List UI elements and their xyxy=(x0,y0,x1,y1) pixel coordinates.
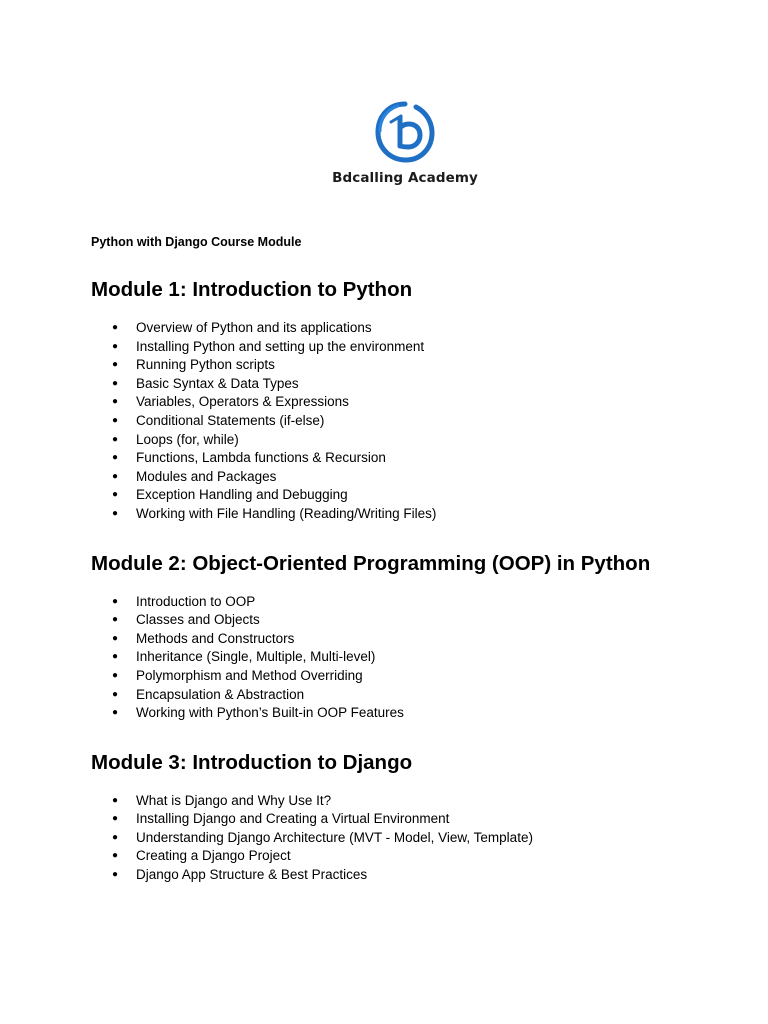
list-item: ● Working with File Handling (Reading/Writing Files) xyxy=(91,505,731,524)
bullet-icon: ● xyxy=(112,489,119,501)
bullet-icon: ● xyxy=(112,359,119,371)
bullet-icon: ● xyxy=(112,433,119,445)
bullet-icon: ● xyxy=(112,869,119,881)
bullet-icon: ● xyxy=(112,831,119,843)
bullet-icon: ● xyxy=(112,850,119,862)
module-2-title: Module 2: Object-Oriented Programming (OOP) in Python xyxy=(91,551,651,575)
list-item: ● Classes and Objects xyxy=(91,611,731,630)
bullet-icon: ● xyxy=(112,813,119,825)
document-body xyxy=(91,234,731,885)
list-item: ● Understanding Django Architecture (MVT - Model, View, Template) xyxy=(91,829,731,848)
document-title: Python with Django Course Module xyxy=(91,235,302,249)
module-3-topic-list xyxy=(91,792,731,885)
list-item: ● Working with Python’s Built-in OOP Features xyxy=(91,704,731,723)
list-item: ● Exception Handling and Debugging xyxy=(91,486,731,505)
bullet-icon: ● xyxy=(112,377,119,389)
bullet-icon: ● xyxy=(112,651,119,663)
bullet-icon: ● xyxy=(112,452,119,464)
list-item: ● Django App Structure & Best Practices xyxy=(91,866,731,885)
list-item: ● Basic Syntax & Data Types xyxy=(91,375,731,394)
module-2-topic-list xyxy=(91,593,731,723)
list-item: ● Polymorphism and Method Overriding xyxy=(91,667,731,686)
bullet-icon: ● xyxy=(112,688,119,700)
module-1-title: Module 1: Introduction to Python xyxy=(91,278,413,301)
list-item: ● Installing Python and setting up the environment xyxy=(91,338,731,357)
academy-logo xyxy=(0,100,768,186)
list-item: ● Methods and Constructors xyxy=(91,630,731,649)
logo-text: Bdcalling Academy xyxy=(332,170,478,186)
list-item: ● Running Python scripts xyxy=(91,356,731,375)
bullet-icon: ● xyxy=(112,669,119,681)
list-item: ● What is Django and Why Use It? xyxy=(91,792,731,811)
list-item: ● Inheritance (Single, Multiple, Multi-level) xyxy=(91,648,731,667)
list-item: ● Loops (for, while) xyxy=(91,431,731,450)
bullet-icon: ● xyxy=(112,340,119,352)
list-item: ● Creating a Django Project xyxy=(91,847,731,866)
list-item: ● Variables, Operators & Expressions xyxy=(91,393,731,412)
bullet-icon: ● xyxy=(112,322,119,333)
bullet-icon: ● xyxy=(112,794,119,806)
list-item: ● Conditional Statements (if-else) xyxy=(91,412,731,431)
list-item: ● Functions, Lambda functions & Recursion xyxy=(91,449,731,468)
bullet-icon: ● xyxy=(112,396,119,408)
bullet-icon: ● xyxy=(112,595,119,607)
list-item: ● Introduction to OOP xyxy=(91,593,731,612)
list-item: ● Overview of Python and its applications xyxy=(91,319,731,338)
list-item: ● Modules and Packages xyxy=(91,468,731,487)
list-item: ● Installing Django and Creating a Virtual Environment xyxy=(91,810,731,829)
bullet-icon: ● xyxy=(112,632,119,644)
module-3-title: Module 3: Introduction to Django xyxy=(91,750,413,774)
bullet-icon: ● xyxy=(112,470,119,482)
bullet-icon: ● xyxy=(112,707,119,719)
bdcalling-logo-icon xyxy=(374,100,436,164)
bullet-icon: ● xyxy=(112,507,119,519)
bullet-icon: ● xyxy=(112,614,119,626)
module-1-topic-list xyxy=(91,319,731,524)
bullet-icon: ● xyxy=(112,414,119,426)
list-item: ● Encapsulation & Abstraction xyxy=(91,686,731,705)
